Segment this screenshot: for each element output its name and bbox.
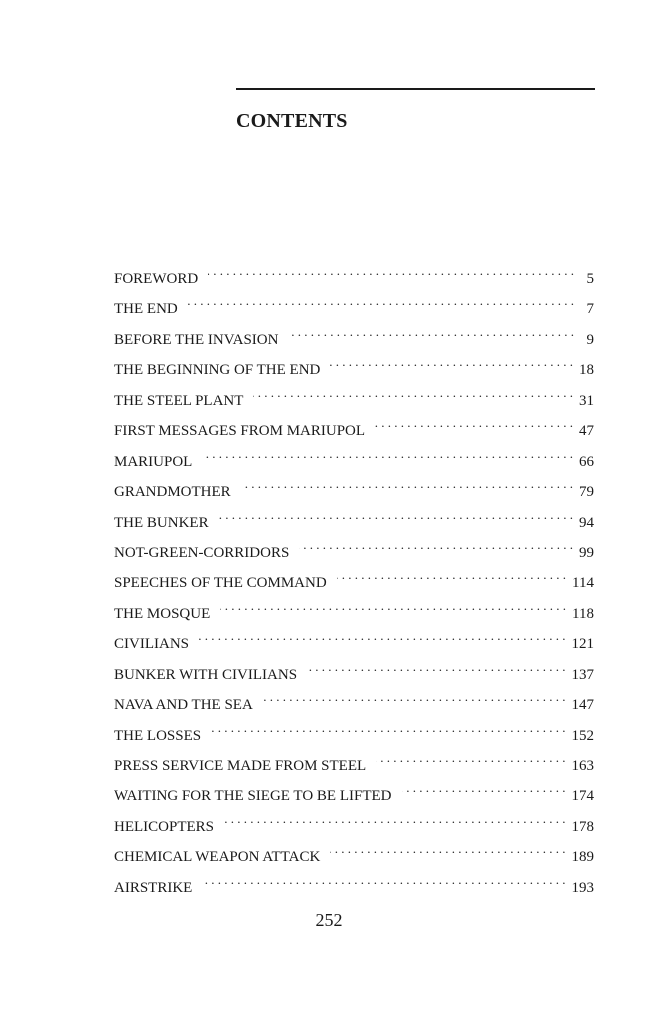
toc-entry: [114, 715, 594, 745]
toc-dot-leader: [220, 593, 566, 618]
toc-entry-page: 147: [571, 697, 594, 714]
toc-entry-page: 66: [579, 453, 594, 470]
toc-entry-page: 118: [572, 605, 594, 622]
toc-entry-page: 9: [586, 331, 594, 348]
contents-heading: CONTENTS: [236, 110, 348, 132]
toc-entry: [114, 623, 594, 653]
toc-dot-leader: [253, 380, 573, 405]
toc-entry: [114, 349, 594, 379]
toc-entry: [114, 441, 594, 471]
toc-entry-title: CIVILIANS: [114, 636, 189, 653]
toc-dot-leader: [307, 654, 565, 679]
toc-entry: [114, 319, 594, 349]
toc-dot-leader: [402, 775, 566, 800]
toc-entry: [114, 836, 594, 866]
toc-dot-leader: [219, 502, 573, 527]
toc-entry: [114, 258, 594, 288]
toc-entry-page: 193: [571, 879, 594, 896]
toc-entry-title: THE MOSQUE: [114, 605, 211, 622]
toc-entry-page: 137: [571, 666, 594, 683]
toc-entry: [114, 502, 594, 532]
toc-entry-title: HELICOPTERS: [114, 818, 215, 835]
toc-entry-title: SPEECHES OF THE COMMAND: [114, 575, 327, 592]
toc-dot-leader: [375, 410, 573, 435]
toc-dot-leader: [299, 532, 573, 557]
toc-dot-leader: [202, 441, 573, 466]
toc-entry-title: AIRSTRIKE: [114, 879, 193, 896]
toc-entry-page: 163: [571, 758, 594, 774]
toc-entry-title: CHEMICAL WEAPON ATTACK: [114, 849, 321, 866]
toc-entry-page: 99: [579, 544, 594, 561]
toc-dot-leader: [330, 836, 565, 861]
toc-entry-page: 178: [571, 818, 594, 835]
toc-dot-leader: [263, 684, 566, 709]
toc-entry-title: NOT-GREEN-CORRIDORS: [114, 544, 290, 561]
toc-entry-page: 114: [572, 575, 594, 592]
toc-entry: [114, 288, 594, 318]
toc-entry-title: THE BEGINNING OF THE END: [114, 362, 321, 379]
toc-entry-title: PRESS SERVICE MADE FROM STEEL: [114, 758, 367, 774]
toc-entry: [114, 684, 594, 714]
toc-dot-leader: [208, 258, 574, 283]
toc-dot-leader: [202, 867, 565, 892]
toc-entry-title: FIRST MESSAGES FROM MARIUPOL: [114, 423, 366, 440]
toc-entry: [114, 562, 594, 592]
toc-entry-title: MARIUPOL: [114, 453, 193, 470]
toc-entry-page: 189: [571, 849, 594, 866]
toc-dot-leader: [337, 562, 566, 587]
toc-entry: [114, 410, 594, 440]
toc-dot-leader: [241, 471, 573, 496]
toc-dot-leader: [199, 623, 566, 648]
toc-entry-page: 121: [571, 636, 594, 653]
toc-entry-page: 47: [579, 423, 594, 440]
toc-entry-page: 31: [579, 392, 594, 409]
table-of-contents: [114, 258, 594, 897]
toc-entry-title: THE BUNKER: [114, 514, 209, 531]
toc-entry-title: WAITING FOR THE SIEGE TO BE LIFTED: [114, 788, 392, 805]
toc-entry: [114, 471, 594, 501]
toc-entry-page: 18: [579, 362, 594, 379]
toc-entry-title: BEFORE THE INVASION: [114, 331, 279, 348]
toc-entry-title: THE LOSSES: [114, 727, 202, 744]
toc-dot-leader: [188, 288, 574, 313]
toc-entry-page: 152: [571, 727, 594, 744]
toc-entry: [114, 593, 594, 623]
toc-entry-title: BUNKER WITH CIVILIANS: [114, 666, 298, 683]
toc-entry-title: THE END: [114, 301, 178, 318]
page-number: 252: [315, 910, 343, 930]
toc-entry: [114, 867, 594, 897]
toc-entry-title: FOREWORD: [114, 271, 199, 287]
toc-entry-page: 94: [579, 514, 594, 531]
toc-dot-leader: [376, 745, 565, 770]
toc-entry: [114, 806, 594, 836]
toc-entry: [114, 775, 594, 805]
toc-entry-title: GRANDMOTHER: [114, 484, 231, 501]
toc-dot-leader: [224, 806, 565, 831]
toc-entry-page: 174: [571, 788, 594, 805]
toc-dot-leader: [330, 349, 573, 374]
toc-dot-leader: [288, 319, 574, 344]
toc-entry: [114, 654, 594, 684]
toc-entry-page: 7: [586, 301, 594, 318]
toc-entry-page: 5: [586, 271, 594, 287]
toc-entry-title: THE STEEL PLANT: [114, 392, 244, 409]
toc-entry: [114, 380, 594, 410]
toc-entry: [114, 745, 594, 775]
toc-entry-title: NAVA AND THE SEA: [114, 697, 253, 714]
header-rule: [236, 88, 595, 90]
toc-dot-leader: [211, 715, 565, 740]
toc-entry-page: 79: [579, 484, 594, 501]
toc-entry: [114, 532, 594, 562]
